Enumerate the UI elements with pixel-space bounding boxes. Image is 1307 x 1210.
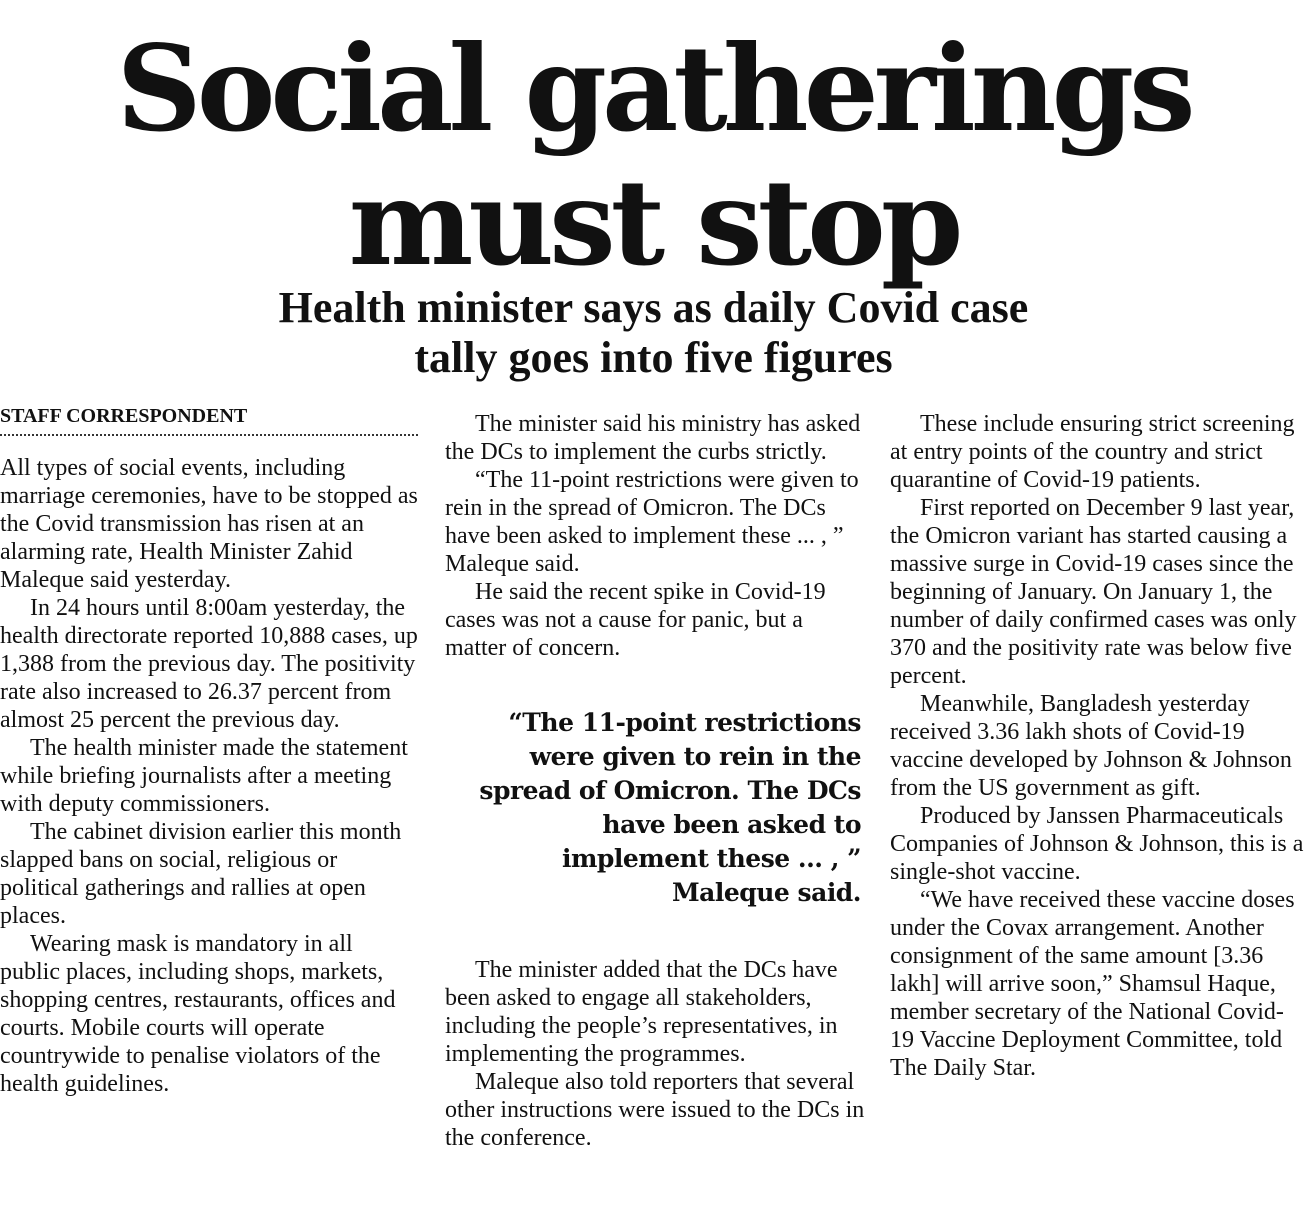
paragraph: He said the recent spike in Covid-19 cases was not a cause for panic, but a matter of concern. <box>445 579 826 661</box>
article-column-1 <box>0 404 418 1098</box>
paragraph: In 24 hours until 8:00am yesterday, the health directorate reported 10,888 cases, up 1,388 from the previous day. The positivity rate also increased to 26.37 percent from almost 25 percent the previous day. <box>0 595 418 733</box>
paragraph: The health minister made the statement while briefing journalists after a meeting with deputy commissioners. <box>0 735 408 817</box>
subheadline-line-2: tally goes into five figures <box>414 333 893 382</box>
headline-line-1: Social gatherings <box>116 19 1191 158</box>
paragraph: The minister added that the DCs have been asked to engage all stakeholders, including the people’s representatives, in implementing the programmes. <box>445 957 838 1067</box>
paragraph: Produced by Janssen Pharmaceuticals Companies of Johnson & Johnson, this is a single-shot vaccine. <box>890 803 1304 885</box>
paragraph: First reported on December 9 last year, the Omicron variant has started causing a massive surge in Covid-19 cases since the beginning of January. On January 1, the number of daily confirmed cases was only 370 and the positivity rate was below five percent. <box>890 495 1297 689</box>
pull-quote: “The 11-point restrictions were given to rein in the spread of Omicron. The DCs have been asked to implement these ... , ” Maleque said. <box>479 708 861 907</box>
subheadline-line-1: Health minister says as daily Covid case <box>278 283 1029 332</box>
article-column-3 <box>890 410 1307 1082</box>
byline: STAFF CORRESPONDENT <box>0 404 418 436</box>
paragraph: Wearing mask is mandatory in all public places, including shops, markets, shopping centres, restaurants, offices and courts. Mobile courts will operate countrywide to penalise violators of the health guidelines. <box>0 931 396 1097</box>
paragraph: The minister said his ministry has asked the DCs to implement the curbs strictly. <box>445 411 861 465</box>
paragraph: Maleque also told reporters that several other instructions were issued to the DCs in the conference. <box>445 1069 865 1151</box>
paragraph: All types of social events, including marriage ceremonies, have to be stopped as the Covid transmission has risen at an alarming rate, Health Minister Zahid Maleque said yesterday. <box>0 455 418 593</box>
headline-line-2: must stop <box>348 153 959 292</box>
paragraph: The cabinet division earlier this month slapped bans on social, religious or political gatherings and rallies at open places. <box>0 819 402 929</box>
article-column-2 <box>445 410 865 1152</box>
paragraph: “The 11-point restrictions were given to rein in the spread of Omicron. The DCs have been asked to implement these ... , ” Maleque said. <box>445 467 859 577</box>
paragraph: These include ensuring strict screening at entry points of the country and strict quarantine of Covid-19 patients. <box>890 411 1295 493</box>
paragraph: Meanwhile, Bangladesh yesterday received 3.36 lakh shots of Covid-19 vaccine developed by Johnson & Johnson from the US government as gift. <box>890 691 1292 801</box>
paragraph: “We have received these vaccine doses under the Covax arrangement. Another consignment of the same amount [3.36 lakh] will arrive soon,” Shamsul Haque, member secretary of the National Covid-19 Vaccine Deployment Committee, told The Daily Star. <box>890 887 1295 1081</box>
